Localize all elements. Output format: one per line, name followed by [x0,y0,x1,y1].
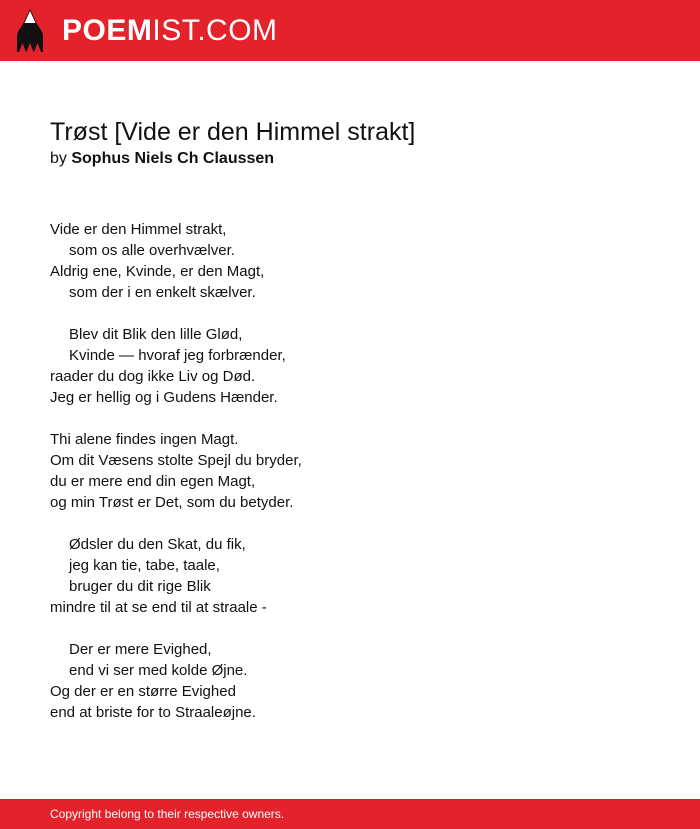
poem-line: du er mere end din egen Magt, [50,473,256,490]
site-header [0,0,700,61]
pen-nib-icon [17,9,43,52]
poem-line: som os alle overhvælver. [69,242,235,259]
poem-line: Der er mere Evighed, [69,641,212,658]
poem-line: Vide er den Himmel strakt, [50,221,227,238]
copyright-text: Copyright belong to their respective owners. [50,807,285,821]
site-logo-link[interactable] [62,11,278,51]
site-footer [0,799,700,829]
poem-line: Blev dit Blik den lille Glød, [69,326,243,343]
poem-line: Ødsler du den Skat, du fik, [69,536,246,553]
poem-line: end at briste for to Straaleøjne. [50,704,256,721]
poem-title: Trøst [Vide er den Himmel strakt] [50,118,416,146]
logo-bold-text: POEM [62,14,153,47]
stanza-break [50,513,302,534]
byline [50,148,274,170]
poem-line: Thi alene findes ingen Magt. [50,431,239,448]
poem-line: Om dit Væsens stolte Spejl du bryder, [50,452,302,469]
poem-line: Jeg er hellig og i Gudens Hænder. [50,389,278,406]
poem-body [50,219,302,723]
stanza-break [50,303,302,324]
poem-line: Aldrig ene, Kvinde, er den Magt, [50,263,265,280]
poem-line: som der i en enkelt skælver. [69,284,256,301]
poem-line: raader du dog ikke Liv og Død. [50,368,256,385]
stanza-break [50,408,302,429]
poem-line: bruger du dit rige Blik [69,578,211,595]
poem-line: mindre til at se end til at straale - [50,599,267,616]
poem-line: end vi ser med kolde Øjne. [69,662,248,679]
stanza-break [50,618,302,639]
poem-line: jeg kan tie, tabe, taale, [69,557,220,574]
poem-line: Kvinde — hvoraf jeg forbrænder, [69,347,286,364]
author-link[interactable]: Sophus Niels Ch Claussen [71,150,275,167]
by-label: by [50,150,67,167]
logo-rest-text: IST.COM [152,14,278,47]
poem-line: og min Trøst er Det, som du betyder. [50,494,294,511]
poem-line: Og der er en større Evighed [50,683,236,700]
